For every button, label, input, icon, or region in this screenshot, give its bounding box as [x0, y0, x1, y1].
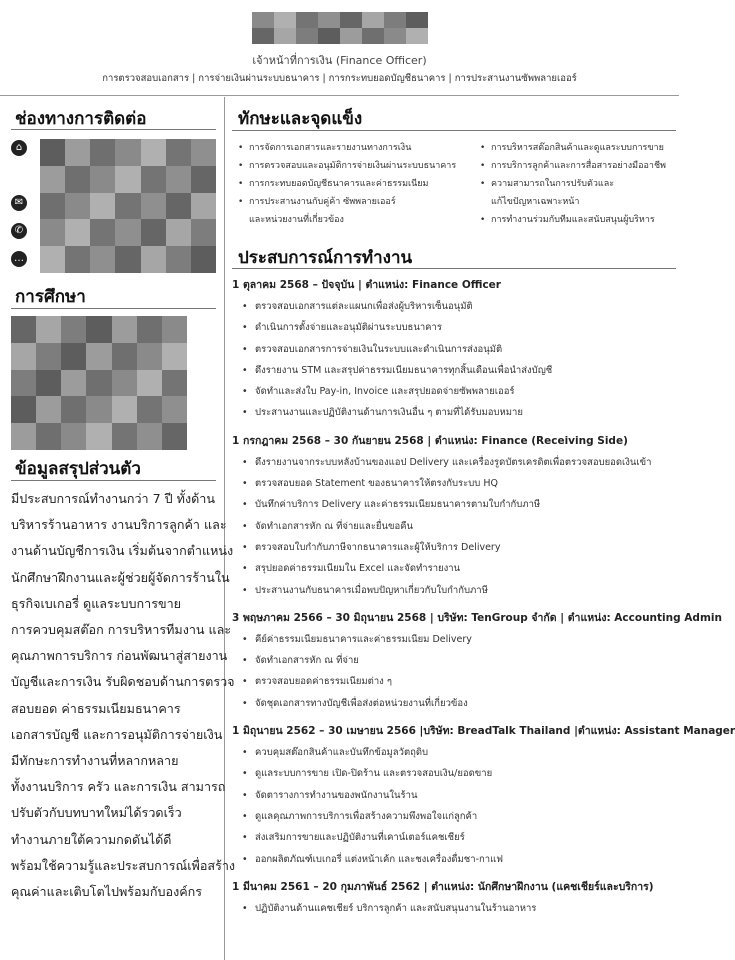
summary-line: ทั้งงานบริการ ครัว และการเงิน สามารถ	[11, 779, 226, 795]
job-bullet: • ตรวจสอบใบกำกับภาษีจากธนาคารและผู้ให้บริการ Delivery	[232, 537, 676, 558]
job-header: 1 กรกฎาคม 2568 – 30 กันยายน 2568 | ตำแหน่ง: Finance (Receiving Side)	[232, 434, 628, 447]
skill-item	[478, 157, 678, 175]
redaction-cell	[86, 343, 111, 370]
redaction-cell	[191, 219, 216, 246]
redaction-cell	[112, 423, 137, 450]
job-bullet: • ประสานงานกับธนาคารเมื่อพบปัญหาเกี่ยวกับใบกำกับภาษี	[232, 580, 676, 601]
job-entry	[232, 432, 676, 601]
redaction-cell	[384, 12, 406, 28]
redaction-cell	[137, 370, 162, 397]
redaction-cell	[318, 28, 340, 44]
redaction-cell	[141, 139, 166, 166]
summary-line: การควบคุมสต๊อก การบริหารทีมงาน และ	[11, 622, 232, 638]
redaction-cell	[340, 28, 362, 44]
job-bullet: • บันทึกค่าบริการ Delivery และค่าธรรมเนียมธนาคารตามใบกำกับภาษี	[232, 494, 676, 515]
skill-item	[236, 157, 471, 175]
redaction-cell	[36, 370, 61, 397]
redaction-cell	[40, 166, 65, 193]
redaction-cell	[296, 12, 318, 28]
summary-heading: ข้อมูลสรุปส่วนตัว	[15, 459, 141, 479]
summary-line: นักศึกษาฝึกงานและผู้ช่วยผู้จัดการร้านใน	[11, 569, 230, 585]
experience-list	[232, 276, 735, 927]
redaction-cell	[296, 28, 318, 44]
redaction-cell	[65, 166, 90, 193]
redaction-cell	[362, 12, 384, 28]
summary-line: ทำงานภายใต้ความกดดันได้ดี	[11, 831, 172, 847]
redaction-cell	[406, 12, 428, 28]
skills-summary-line: การตรวจสอบเอกสาร | การจ่ายเงินผ่านระบบธนาคาร | การกระทบยอดบัญชีธนาคาร | การประสานงานซัพพลายเออร์	[102, 73, 577, 84]
skill-text: • การบริหารสต๊อกสินค้าและดูแลระบบการขาย	[491, 143, 664, 153]
redaction-cell	[61, 370, 86, 397]
summary-line: คุณค่าและเติบโตไปพร้อมกับองค์กร	[11, 884, 203, 900]
personal-summary	[11, 486, 236, 905]
job-header: 1 มีนาคม 2561 – 20 กุมภาพันธ์ 2562 | ตำแหน่ง: นักศึกษาฝึกงาน (แคชเชียร์และบริการ)	[232, 880, 654, 893]
job-header: 3 พฤษภาคม 2566 – 30 มิถุนายน 2568 | บริษัท: TenGroup จำกัด | ตำแหน่ง: Accounting Admin	[232, 611, 722, 624]
redaction-cell	[40, 219, 65, 246]
redaction-cell	[112, 316, 137, 343]
redaction-cell	[141, 193, 166, 220]
summary-line: เอกสารบัญชี และการอนุมัติการจ่ายเงิน	[11, 726, 223, 742]
skill-text: • การตรวจสอบและอนุมัติการจ่ายเงินผ่านระบบธนาคาร	[249, 161, 457, 171]
redaction-cell	[166, 246, 191, 273]
redaction-cell	[252, 12, 274, 28]
skill-item	[236, 175, 471, 193]
redaction-cell	[166, 139, 191, 166]
summary-line: มีทักษะการทำงานที่หลากหลาย	[11, 753, 179, 769]
redaction-cell	[11, 396, 36, 423]
skill-text: • การทำงานร่วมกับทีมและสนับสนุนผู้บริหาร	[491, 215, 655, 225]
redaction-cell	[11, 316, 36, 343]
redaction-cell	[252, 28, 274, 44]
job-bullet: • ควบคุมสต๊อกสินค้าและบันทึกข้อมูลวัตถุดิบ	[232, 742, 676, 763]
redaction-cell	[191, 193, 216, 220]
job-bullet: • ดึงรายงาน STM และสรุปค่าธรรมเนียมธนาคารทุกสิ้นเดือนเพื่อนำส่งบัญชี	[232, 360, 676, 381]
redaction-cell	[86, 423, 111, 450]
redaction-cell	[162, 370, 187, 397]
skills-heading-underline	[232, 130, 676, 131]
redaction-cell	[36, 396, 61, 423]
redaction-cell	[162, 316, 187, 343]
redaction-cell	[86, 396, 111, 423]
skill-text: • การจัดการเอกสารและรายงานทางการเงิน	[249, 143, 412, 153]
job-entry	[232, 276, 676, 424]
redaction-cell	[112, 343, 137, 370]
redaction-cell	[137, 343, 162, 370]
summary-line: บริหารร้านอาหาร งานบริการลูกค้า และ	[11, 517, 227, 533]
skill-item	[236, 139, 471, 157]
redaction-cell	[36, 423, 61, 450]
skill-text: • การประสานงานกับคู่ค้า ซัพพลายเออร์	[249, 197, 396, 207]
redaction-cell	[115, 246, 140, 273]
skill-text: • การบริการลูกค้าและการสื่อสารอย่างมืออาชีพ	[491, 161, 666, 171]
redaction-cell	[90, 193, 115, 220]
job-bullets	[232, 742, 676, 870]
job-entry	[232, 722, 735, 870]
chat-icon: …	[11, 251, 27, 267]
job-bullet: • จัดตารางการทำงานของพนักงานในร้าน	[232, 785, 676, 806]
job-bullet: • ออกผลิตภัณฑ์เบเกอรี่ แต่งหน้าเค้ก และชงเครื่องดื่มชา-กาแฟ	[232, 849, 676, 870]
redaction-cell	[274, 12, 296, 28]
redaction-cell	[166, 166, 191, 193]
job-bullet: • ดำเนินการตั้งจ่ายและอนุมัติผ่านระบบธนาคาร	[232, 317, 676, 338]
phone-icon: ✆	[11, 223, 27, 239]
job-bullets	[232, 898, 676, 919]
redaction-cell	[65, 193, 90, 220]
skills-list-left	[236, 139, 471, 229]
education-heading: การศึกษา	[15, 287, 86, 307]
education-heading-underline	[11, 308, 216, 309]
job-bullet: • ดูแลระบบการขาย เปิด-ปิดร้าน และตรวจสอบเงิน/ยอดขาย	[232, 763, 676, 784]
redaction-cell	[40, 139, 65, 166]
job-entry	[232, 609, 722, 714]
redaction-cell	[11, 423, 36, 450]
job-entry	[232, 878, 676, 919]
redaction-cell	[61, 316, 86, 343]
redaction-cell	[340, 12, 362, 28]
job-header: 1 มิถุนายน 2562 – 30 เมษายน 2566 |บริษัท: BreadTalk Thailand |ตำแหน่ง: Assistant Manager	[232, 725, 735, 738]
redaction-cell	[61, 343, 86, 370]
skill-text: และหน่วยงานที่เกี่ยวข้อง	[249, 215, 344, 225]
contact-heading-underline	[11, 129, 216, 130]
redaction-cell	[61, 396, 86, 423]
summary-line: พร้อมใช้ความรู้และประสบการณ์เพื่อสร้าง	[11, 857, 236, 873]
skill-item	[478, 139, 678, 157]
job-bullet: • ดูแลคุณภาพการบริการเพื่อสร้างความพึงพอใจแก่ลูกค้า	[232, 806, 676, 827]
redaction-cell	[137, 316, 162, 343]
job-bullet: • ตรวจสอบยอด Statement ของธนาคารให้ตรงกับระบบ HQ	[232, 473, 676, 494]
skill-item	[236, 193, 471, 229]
redaction-cell	[191, 166, 216, 193]
home-icon: ⌂	[11, 140, 27, 156]
redaction-cell	[166, 193, 191, 220]
job-title: เจ้าหน้าที่การเงิน (Finance Officer)	[252, 54, 427, 67]
redaction-cell	[65, 219, 90, 246]
redaction-cell	[65, 246, 90, 273]
skill-text: • ความสามารถในการปรับตัวและ	[491, 179, 615, 189]
redaction-cell	[162, 396, 187, 423]
redaction-cell	[65, 139, 90, 166]
redaction-cell	[191, 246, 216, 273]
summary-line: คุณภาพการบริการ ก่อนพัฒนาสู่สายงาน	[11, 648, 228, 664]
summary-line: บัญชีและการเงิน รับผิดชอบด้านการตรวจ	[11, 674, 235, 690]
skill-text: • การกระทบยอดบัญชีธนาคารและค่าธรรมเนียม	[249, 179, 429, 189]
contact-info-redacted	[40, 139, 216, 273]
redaction-cell	[191, 139, 216, 166]
job-bullets	[232, 452, 676, 601]
contact-heading: ช่องทางการติดต่อ	[15, 109, 147, 129]
redaction-cell	[86, 316, 111, 343]
redaction-cell	[141, 166, 166, 193]
job-header: 1 ตุลาคม 2568 – ปัจจุบัน | ตำแหน่ง: Finance Officer	[232, 279, 501, 291]
skills-list-right	[478, 139, 678, 229]
redaction-cell	[115, 139, 140, 166]
redaction-cell	[166, 219, 191, 246]
summary-line: ธุรกิจเบเกอรี่ ดูแลระบบการขาย	[11, 595, 182, 611]
redaction-cell	[318, 12, 340, 28]
summary-line: สอบยอด ค่าธรรมเนียมธนาคาร	[11, 700, 181, 716]
redaction-cell	[384, 28, 406, 44]
job-bullet: • ตรวจสอบเอกสารแต่ละแผนกเพื่อส่งผู้บริหารเซ็นอนุมัติ	[232, 296, 676, 317]
email-icon: ✉	[11, 195, 27, 211]
redaction-cell	[141, 246, 166, 273]
job-bullet: • จัดชุดเอกสารทางบัญชีเพื่อส่งต่อหน่วยงานที่เกี่ยวข้อง	[232, 693, 676, 714]
redaction-cell	[137, 423, 162, 450]
experience-heading-underline	[232, 268, 676, 269]
redaction-cell	[137, 396, 162, 423]
redaction-cell	[90, 246, 115, 273]
job-bullet: • ตรวจสอบเอกสารการจ่ายเงินในระบบและดำเนินการส่งอนุมัติ	[232, 339, 676, 360]
redaction-cell	[90, 139, 115, 166]
redaction-cell	[406, 28, 428, 44]
redaction-cell	[162, 343, 187, 370]
job-bullet: • จัดทำและส่งใบ Pay-in, Invoice และสรุปยอดจ่ายซัพพลายเออร์	[232, 381, 676, 402]
job-bullets	[232, 296, 676, 424]
redaction-cell	[115, 219, 140, 246]
job-bullet: • สรุปยอดค่าธรรมเนียมใน Excel และจัดทำรายงาน	[232, 558, 676, 579]
redaction-cell	[115, 193, 140, 220]
job-bullet: • คีย์ค่าธรรมเนียมธนาคารและค่าธรรมเนียม Delivery	[232, 629, 676, 650]
experience-heading: ประสบการณ์การทำงาน	[238, 248, 413, 268]
job-bullet: • จัดทำเอกสารหัก ณ ที่จ่ายและยื่นขอคืน	[232, 516, 676, 537]
redaction-cell	[86, 370, 111, 397]
redaction-cell	[112, 396, 137, 423]
header-divider	[0, 95, 679, 96]
redaction-cell	[40, 246, 65, 273]
skill-text: แก้ไขปัญหาเฉพาะหน้า	[491, 197, 580, 207]
name-redacted-block	[252, 12, 428, 44]
redaction-cell	[362, 28, 384, 44]
skill-item	[478, 175, 678, 211]
job-bullet: • ประสานงานและปฏิบัติงานด้านการเงินอื่น ๆ ตามที่ได้รับมอบหมาย	[232, 402, 676, 423]
job-bullet: • ตรวจสอบยอดค่าธรรมเนียมต่าง ๆ	[232, 671, 676, 692]
summary-line: มีประสบการณ์ทำงานกว่า 7 ปี ทั้งด้าน	[11, 491, 215, 506]
skill-item	[478, 211, 678, 229]
redaction-cell	[274, 28, 296, 44]
redaction-cell	[36, 316, 61, 343]
redaction-cell	[141, 219, 166, 246]
summary-line: ปรับตัวกับบทบาทใหม่ได้รวดเร็ว	[11, 805, 182, 821]
job-bullet: • ส่งเสริมการขายและปฏิบัติงานที่เคาน์เตอร์แคชเชียร์	[232, 827, 676, 848]
job-bullet: • ดึงรายงานจากระบบหลังบ้านของแอป Delivery และเครื่องรูดบัตรเครดิตเพื่อตรวจสอบยอดเงินเข้า	[232, 452, 676, 473]
redaction-cell	[162, 423, 187, 450]
skills-heading: ทักษะและจุดแข็ง	[238, 109, 363, 129]
job-bullet: • ปฏิบัติงานด้านแคชเชียร์ บริการลูกค้า และสนับสนุนงานในร้านอาหาร	[232, 898, 676, 919]
summary-line: งานด้านบัญชีการเงิน เริ่มต้นจากตำแหน่ง	[11, 543, 234, 559]
redaction-cell	[11, 370, 36, 397]
redaction-cell	[90, 219, 115, 246]
redaction-cell	[90, 166, 115, 193]
redaction-cell	[11, 343, 36, 370]
redaction-cell	[36, 343, 61, 370]
redaction-cell	[40, 193, 65, 220]
summary-heading-underline	[11, 480, 216, 481]
redaction-cell	[112, 370, 137, 397]
job-bullets	[232, 629, 676, 714]
redaction-cell	[115, 166, 140, 193]
redaction-cell	[61, 423, 86, 450]
education-info-redacted	[11, 316, 187, 450]
job-bullet: • จัดทำเอกสารหัก ณ ที่จ่าย	[232, 650, 676, 671]
